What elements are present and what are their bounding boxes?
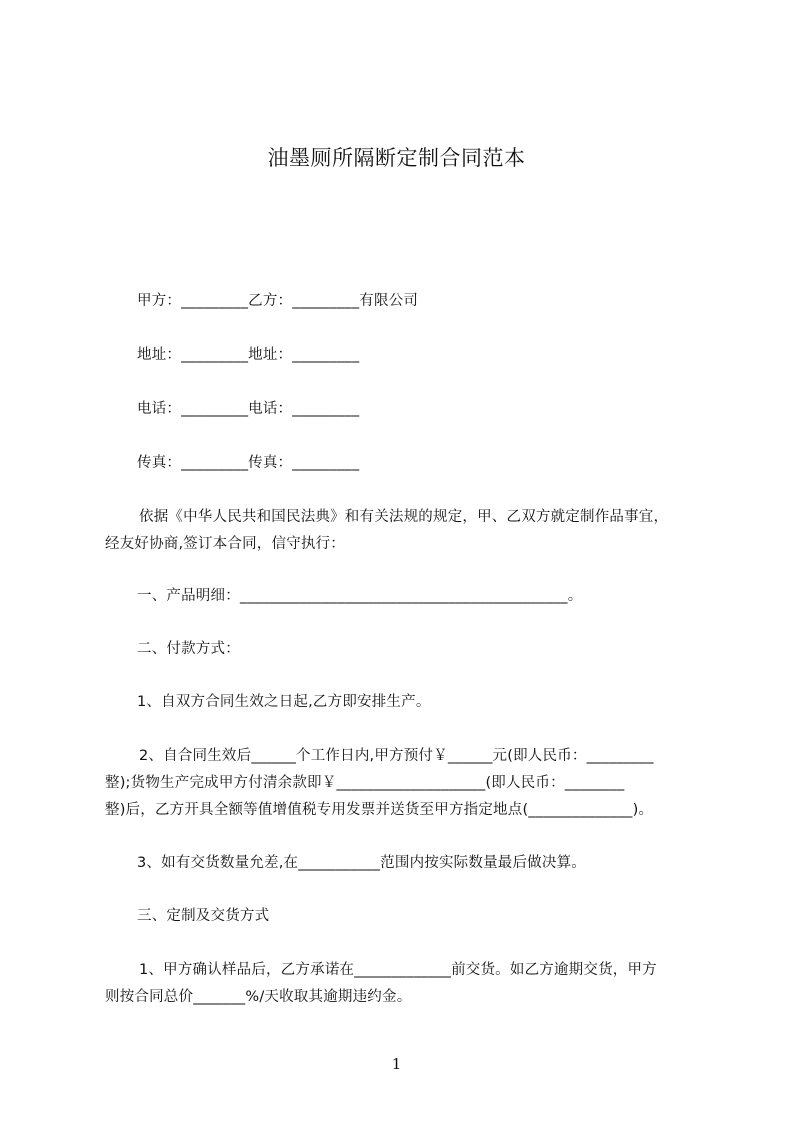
section3-heading: 三、定制及交货方式 bbox=[137, 908, 270, 924]
preamble-line-2: 经友好协商,签订本合同，信守执行： bbox=[105, 536, 346, 552]
page-title: 油墨厕所隔断定制合同范本 bbox=[267, 146, 526, 170]
section2-item1: 1、自双方合同生效之日起,乙方即安排生产。 bbox=[137, 694, 431, 710]
section2-item3: 3、如有交货数量允差,在___________范围内按实际数量最后做决算。 bbox=[137, 855, 586, 871]
party-line: 甲方：_________乙方：_________有限公司 bbox=[137, 293, 419, 309]
section2-item2-line2: 整);货物生产完成甲方付清余款即￥____________________(即人民币：________ bbox=[105, 775, 625, 791]
fax-line: 传真：_________传真：_________ bbox=[137, 455, 360, 471]
phone-line: 电话：_________电话：_________ bbox=[137, 401, 360, 417]
section2-item2-line3: 整)后，乙方开具全额等值增值税专用发票并送货至甲方指定地点(______________)。 bbox=[105, 802, 654, 818]
page-number: 1 bbox=[391, 1055, 402, 1073]
address-line: 地址：_________地址：_________ bbox=[137, 347, 360, 363]
section2-heading: 二、付款方式： bbox=[137, 641, 240, 657]
section3-item1-line1: 1、甲方确认样品后，乙方承诺在_____________前交货。如乙方逾期交货，甲方 bbox=[139, 962, 657, 978]
section2-item2-line1: 2、自合同生效后______个工作日内,甲方预付￥______元(即人民币：_________ bbox=[139, 748, 654, 764]
preamble-line-1: 依据《中华人民共和国民法典》和有关法规的规定，甲、乙双方就定制作品事宜， bbox=[139, 509, 669, 525]
section3-item1-line2: 则按合同总价_______%/天收取其逾期违约金。 bbox=[105, 989, 412, 1005]
section1-product-details: 一、产品明细：____________________________________________。 bbox=[137, 588, 583, 604]
